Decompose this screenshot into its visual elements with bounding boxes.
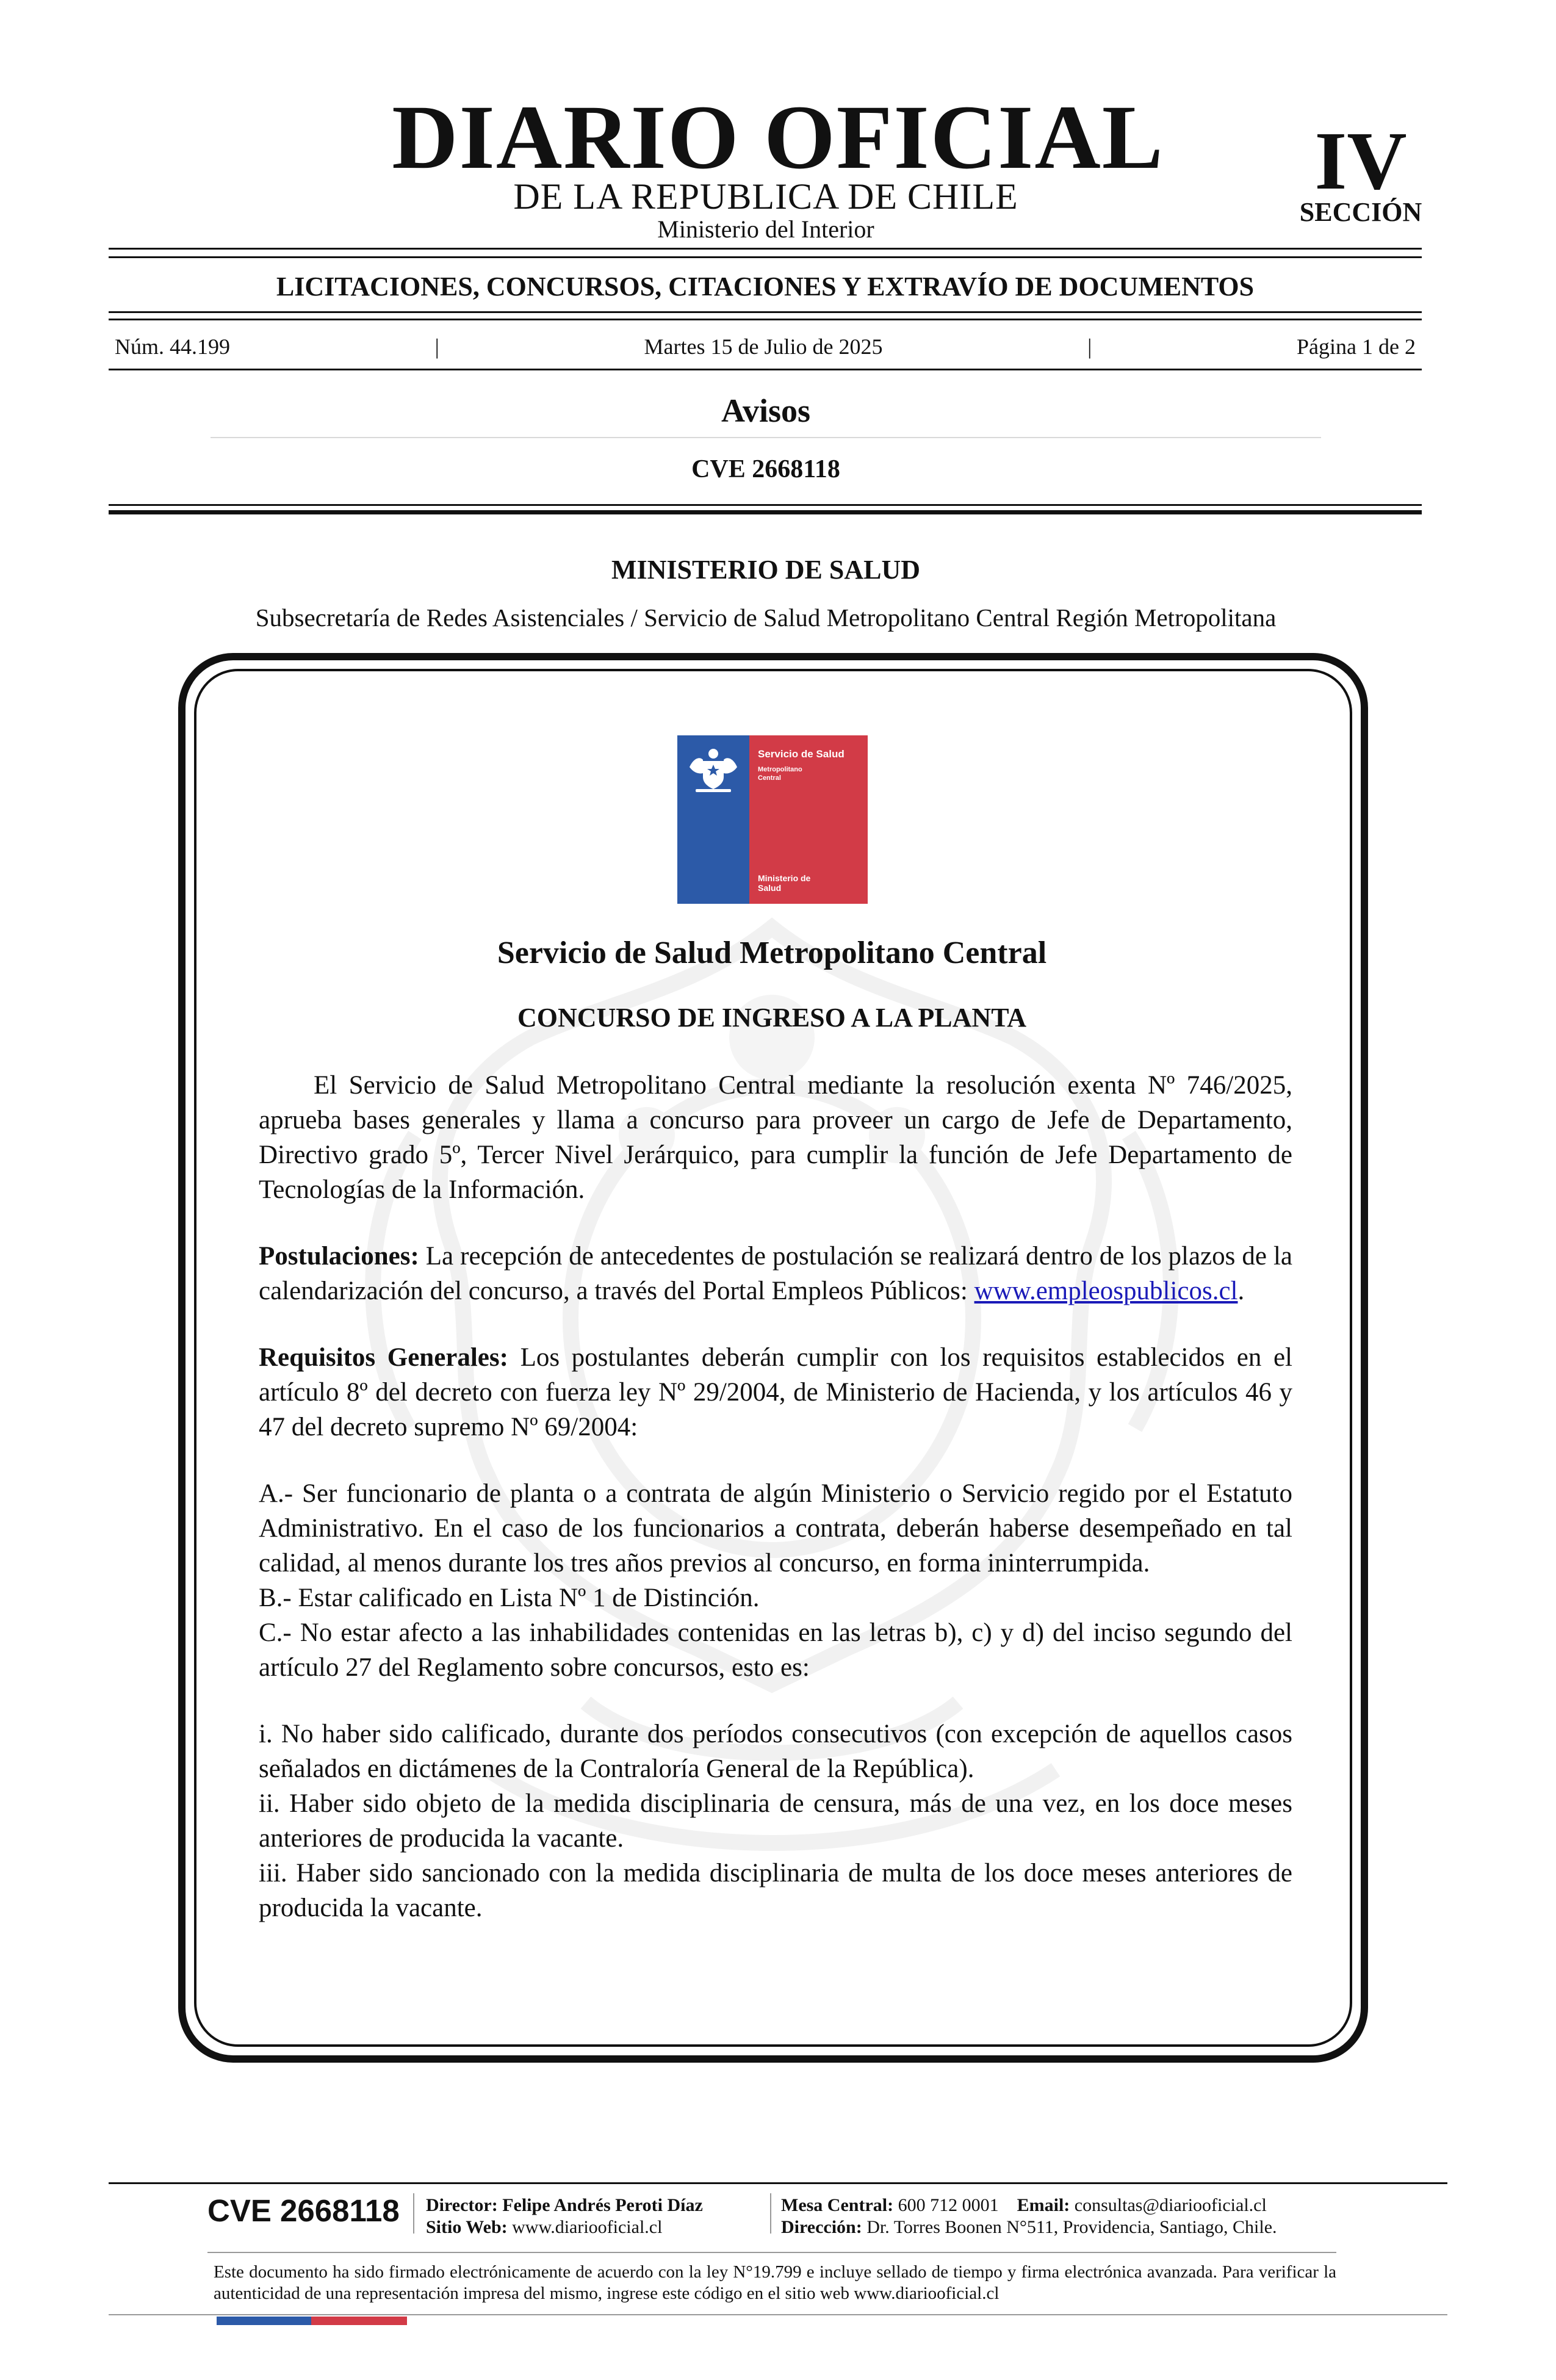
footer-flag-stripe-blue bbox=[217, 2317, 311, 2325]
item-iii: iii. Haber sido sancionado con la medida disciplinaria de multa de los doce meses anteriores de producida la vacante. bbox=[259, 1859, 1292, 1922]
footer-cve: CVE 2668118 bbox=[207, 2193, 400, 2228]
issue-date: Martes 15 de Julio de 2025 bbox=[644, 334, 883, 359]
ministry-heading: MINISTERIO DE SALUD bbox=[611, 555, 921, 585]
intro-paragraph: El Servicio de Salud Metropolitano Central mediante la resolución exenta Nº 746/2025, aprueba bases generales y llama a concurso para proveer un cargo de Jefe de Departamento, Directivo grado 5º, Tercer Nivel Jerárquico, para cumplir la función de Jefe Departamento de Tecnologías de la Información. bbox=[259, 1071, 1292, 1204]
footer-website[interactable]: www.diariooficial.cl bbox=[512, 2217, 663, 2237]
logo-brand-subtext: Metropolitano Central bbox=[758, 766, 802, 782]
ssmc-logo bbox=[677, 735, 868, 904]
footer-contact-block: Mesa Central: 600 712 0001 Email: consultas@diariooficial.cl Dirección: Dr. Torres Boonen N°511, Providencia, Santiago, Chile. bbox=[781, 2195, 1277, 2237]
page-indicator: Página 1 de 2 bbox=[1297, 334, 1416, 359]
divider bbox=[109, 256, 1422, 258]
chile-coat-of-arms-icon bbox=[685, 743, 742, 795]
footer-address: Dr. Torres Boonen N°511, Providencia, Santiago, Chile. bbox=[866, 2217, 1277, 2237]
footer-divider bbox=[109, 2314, 1447, 2315]
footer-separator bbox=[770, 2193, 771, 2234]
subsecretaria-line: Subsecretaría de Redes Asistenciales / Servicio de Salud Metropolitano Central Región Metropolitana bbox=[255, 604, 1277, 632]
footer-flag-stripe-red bbox=[311, 2317, 407, 2325]
postulaciones-text: La recepción de antecedentes de postulación se realizará dentro de los plazos de la calendarización del concurso, a través del Portal Empleos Públicos: bbox=[259, 1242, 1293, 1305]
issue-number: Núm. 44.199 bbox=[115, 334, 230, 359]
footer-email[interactable]: consultas@diariooficial.cl bbox=[1074, 2195, 1267, 2215]
section-heading: Avisos bbox=[721, 392, 811, 429]
newspaper-title: DIARIO OFICIAL bbox=[392, 87, 1164, 188]
newspaper-ministry: Ministerio del Interior bbox=[657, 215, 874, 243]
divider bbox=[109, 510, 1422, 514]
logo-brand-text: Servicio de Salud bbox=[758, 748, 845, 760]
issue-separator: | bbox=[1087, 334, 1092, 359]
requirement-b: B.- Estar calificado en Lista Nº 1 de Distinción. bbox=[259, 1584, 760, 1612]
notice-body bbox=[259, 1068, 1292, 1925]
divider bbox=[109, 311, 1422, 313]
postulaciones-paragraph: Postulaciones: La recepción de antecedentes de postulación se realizará dentro de los plazos de la calendarización del concurso, a través del Portal Empleos Públicos: www.empleospublicos.cl. bbox=[259, 1242, 1293, 1305]
empleos-publicos-link[interactable]: www.empleospublicos.cl bbox=[974, 1277, 1238, 1305]
logo-ministry-text: Ministerio de Salud bbox=[758, 873, 811, 893]
newspaper-subtitle: DE LA REPUBLICA DE CHILE bbox=[513, 176, 1018, 217]
director-name: Felipe Andrés Peroti Díaz bbox=[502, 2195, 703, 2215]
item-ii: ii. Haber sido objeto de la medida disciplinaria de censura, más de una vez, en los doce meses anteriores de producida la vacante. bbox=[259, 1789, 1292, 1853]
requirement-c: C.- No estar afecto a las inhabilidades contenidas en las letras b), c) y d) del inciso segundo del artículo 27 del Reglamento sobre concursos, esto es: bbox=[259, 1618, 1292, 1682]
divider bbox=[109, 369, 1422, 370]
item-i: i. No haber sido calificado, durante dos períodos consecutivos (con excepción de aquellos casos señalados en dictámenes de la Contraloría General de la República). bbox=[259, 1720, 1292, 1783]
postulaciones-label: Postulaciones: bbox=[259, 1242, 419, 1271]
footer-divider bbox=[109, 2182, 1447, 2184]
notice-subtitle: CONCURSO DE INGRESO A LA PLANTA bbox=[517, 1003, 1027, 1033]
divider bbox=[109, 319, 1422, 320]
section-number: IV bbox=[1314, 115, 1407, 207]
footer-legal-notice: Este documento ha sido firmado electrónicamente de acuerdo con la ley N°19.799 e incluye sellado de tiempo y firma electrónica avanzada. Para verificar la autenticidad de una representación impresa del mismo, ingrese este código en el sitio web www.diariooficial.cl bbox=[214, 2262, 1336, 2303]
footer-director-block: Director: Felipe Andrés Peroti Díaz Sitio Web: www.diariooficial.cl bbox=[426, 2195, 703, 2237]
requirement-a: A.- Ser funcionario de planta o a contrata de algún Ministerio o Servicio regido por el Estatuto Administrativo. En el caso de los funcionarios a contrata, deberán haberse desempeñado en tal calidad, al menos durante los tres años previos al concurso, en forma ininterrumpida. bbox=[259, 1479, 1292, 1578]
divider bbox=[109, 248, 1422, 250]
footer-separator bbox=[413, 2193, 414, 2234]
issue-separator: | bbox=[434, 334, 439, 359]
divider bbox=[211, 437, 1321, 438]
requisitos-label: Requisitos Generales: bbox=[259, 1343, 508, 1372]
cve-heading: CVE 2668118 bbox=[691, 455, 840, 483]
requisitos-paragraph bbox=[259, 1340, 1292, 1444]
section-label: SECCIÓN bbox=[1299, 197, 1422, 227]
footer-divider bbox=[207, 2252, 1336, 2253]
divider bbox=[109, 504, 1422, 506]
issue-info-row bbox=[115, 334, 1416, 359]
notice-title: Servicio de Salud Metropolitano Central bbox=[497, 936, 1047, 970]
footer-phone: 600 712 0001 bbox=[898, 2195, 999, 2215]
requisitos-text: Los postulantes deberán cumplir con los requisitos establecidos en el artículo 8º del decreto con fuerza ley Nº 29/2004, de Ministerio de Hacienda, y los artículos 46 y 47 del decreto supremo Nº 69/2004: bbox=[259, 1343, 1293, 1441]
category-heading: LICITACIONES, CONCURSOS, CITACIONES Y EXTRAVÍO DE DOCUMENTOS bbox=[276, 272, 1255, 301]
